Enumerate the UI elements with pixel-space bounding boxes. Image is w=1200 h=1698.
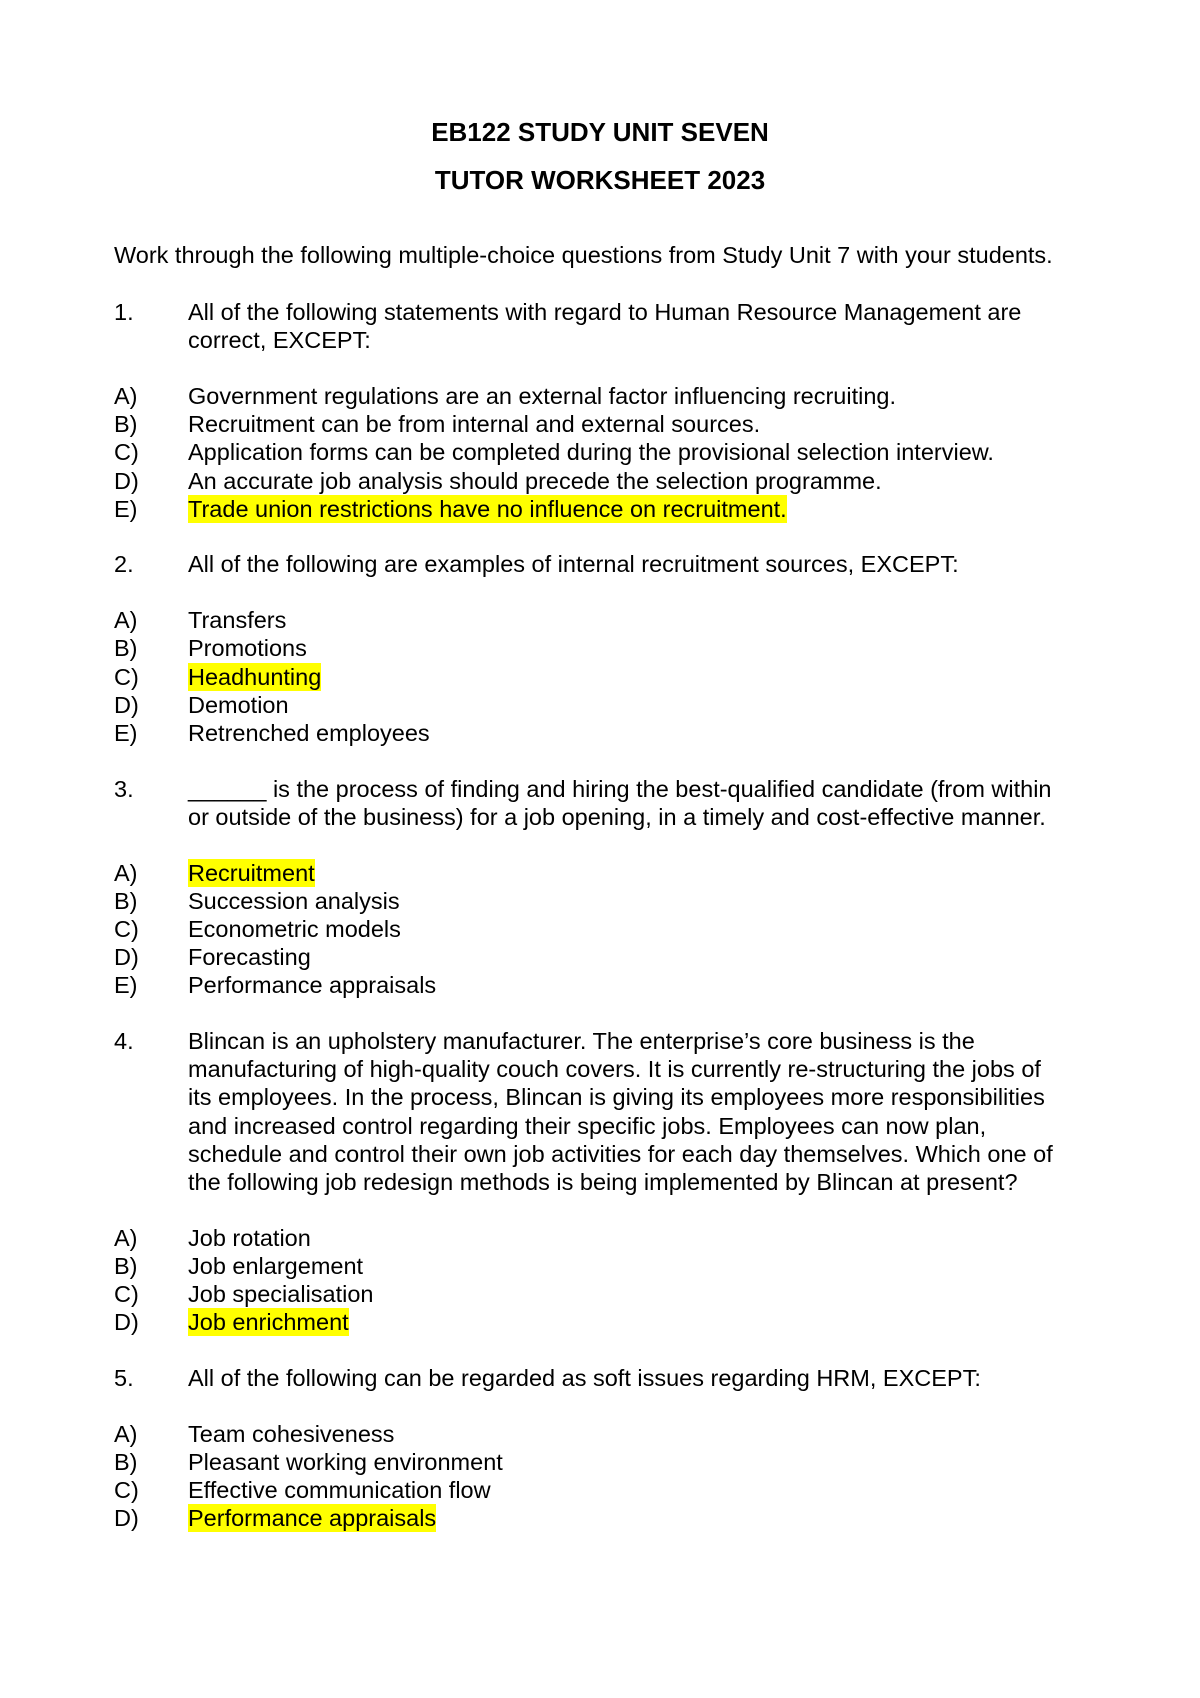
question-stem-continued-text: its employees. In the process, Blincan is giving its employees more responsibilities [188,1084,1045,1111]
question-stem-label: 4. [114,1028,134,1054]
answer-option-label: B) [114,887,138,914]
answer-option-label: A) [114,607,138,634]
answer-option-text: Succession analysis [188,887,400,914]
document-title: EB122 STUDY UNIT SEVEN [431,117,769,147]
document-subtitle: TUTOR WORKSHEET 2023 [434,165,766,195]
question-stem-text: All of the following can be regarded as soft issues regarding HRM, EXCEPT: [188,1365,981,1391]
answer-option-label: E) [114,972,138,999]
answer-option-label: D) [114,467,139,494]
answer-option-text: Team cohesiveness [188,1420,395,1447]
answer-option-label: B) [114,411,138,438]
answer-option-label: B) [114,635,138,662]
answer-option-text: Forecasting [188,944,311,971]
answer-option-label: C) [114,439,139,466]
answer-option-text: Recruitment can be from internal and external sources. [188,411,761,438]
question-stem-text: All of the following statements with regard to Human Resource Management are [188,299,1022,325]
answer-option-label: A) [114,1420,138,1447]
question-stem-continued-text: or outside of the business) for a job opening, in a timely and cost-effective manner. [188,803,1046,830]
answer-option-correct-text: Job enrichment [188,1309,349,1336]
answer-option-label: B) [114,1448,138,1475]
answer-option-label: D) [114,691,139,718]
question-stem-label: 2. [114,551,134,578]
answer-option-label: C) [114,1477,139,1504]
answer-option-text: Transfers [188,607,287,634]
answer-option-correct-text: Performance appraisals [188,1505,437,1532]
answer-option-label: A) [114,1224,138,1251]
answer-option-correct-text: Trade union restrictions have no influence on recruitment. [188,495,787,522]
answer-option-text: Application forms can be completed during the provisional selection interview. [188,439,994,466]
question-stem-label: 1. [114,299,134,325]
intro-text: Work through the following multiple-choice questions from Study Unit 7 with your students. [114,242,1053,268]
answer-option-text: An accurate job analysis should precede the selection programme. [188,467,882,494]
answer-option-text: Promotions [188,635,307,662]
question-stem-continued-text: correct, EXCEPT: [188,327,371,354]
answer-option-text: Job enlargement [188,1252,364,1279]
answer-option-correct-label: D) [114,1309,139,1336]
answer-option-text: Retrenched employees [188,719,430,746]
answer-option-label: D) [114,944,139,971]
question-stem-continued-text: and increased control regarding their specific jobs. Employees can now plan, [188,1112,987,1139]
answer-option-text: Job specialisation [188,1281,374,1308]
answer-option-text: Effective communication flow [188,1477,491,1504]
answer-option-label: C) [114,1281,139,1308]
answer-option-correct-label: D) [114,1505,139,1532]
question-stem-text: ______ is the process of finding and hiring the best-qualified candidate (from within [188,775,1052,802]
answer-option-text: Performance appraisals [188,972,437,999]
answer-option-correct-text: Recruitment [188,859,315,886]
answer-option-label: A) [114,382,138,409]
answer-option-text: Government regulations are an external factor influencing recruiting. [188,382,896,409]
question-stem-continued-text: schedule and control their own job activities for each day themselves. Which one of [188,1140,1053,1167]
answer-option-correct-text: Headhunting [188,663,322,690]
answer-option-correct-label: E) [114,495,138,522]
answer-option-label: C) [114,915,139,942]
answer-option-text: Job rotation [188,1224,311,1251]
question-stem-text: All of the following are examples of internal recruitment sources, EXCEPT: [188,551,959,578]
question-stem-label: 5. [114,1365,134,1391]
answer-option-correct-label: C) [114,663,139,690]
answer-option-text: Econometric models [188,915,401,942]
question-stem-label: 3. [114,775,134,802]
question-stem-text: Blincan is an upholstery manufacturer. The enterprise’s core business is the [188,1028,975,1054]
answer-option-text: Demotion [188,691,289,718]
answer-option-label: B) [114,1252,138,1279]
question-stem-continued-text: the following job redesign methods is being implemented by Blincan at present? [188,1169,1018,1195]
answer-option-label: E) [114,719,138,746]
answer-option-correct-label: A) [114,859,138,886]
answer-option-text: Pleasant working environment [188,1448,503,1475]
question-stem-continued-text: manufacturing of high-quality couch covers. It is currently re-structuring the jobs of [188,1056,1041,1083]
